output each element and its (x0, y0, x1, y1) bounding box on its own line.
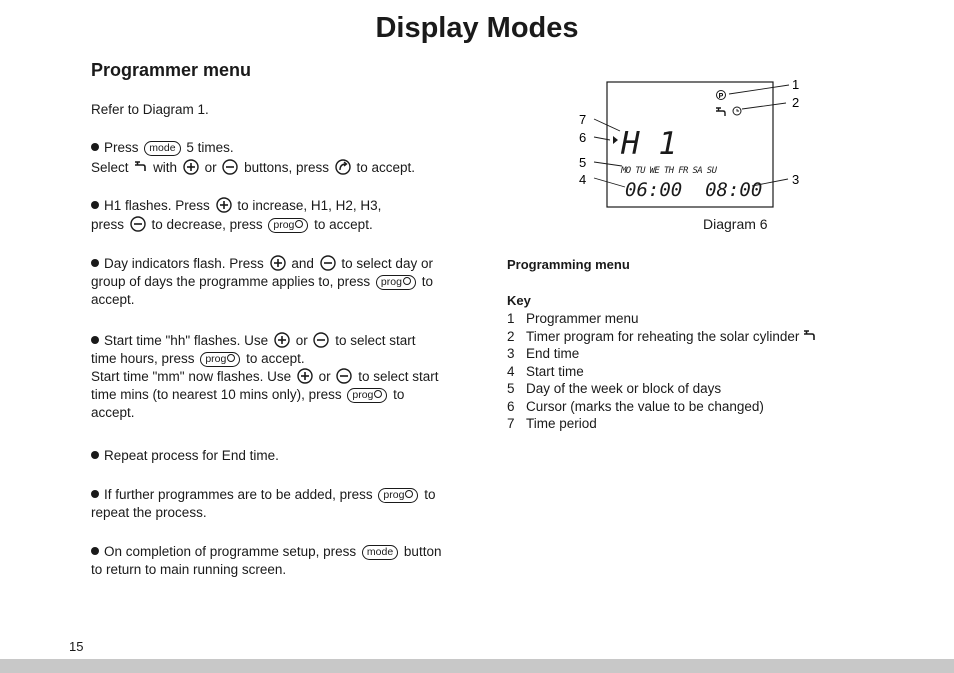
key-text: Programmer menu (526, 311, 639, 326)
bullet-3: Day indicators flash. Press and to select day or group of days the programme applies to, press prog to accept. (91, 256, 433, 307)
key-text: End time (526, 346, 580, 361)
callout-3: 3 (792, 172, 800, 187)
minus-icon (130, 216, 146, 232)
key-text: Time period (526, 416, 597, 431)
bullet-4: Start time "hh" flashes. Use or to select start time hours, press prog to accept. Start time "mm" now flashes. Use or to select start time mins (to nearest 10 mins only), press prog to accept. (91, 333, 439, 420)
key-number: 3 (507, 346, 515, 361)
key-item (507, 380, 818, 398)
key-item (507, 363, 818, 381)
mode-button-icon: mode (362, 545, 398, 560)
bullet-dot (91, 259, 99, 267)
prog-button-icon: prog (347, 388, 387, 403)
key-number: 7 (507, 416, 515, 431)
plus-icon (297, 368, 313, 384)
bullet-dot (91, 143, 99, 151)
key-text: Day of the week or block of days (526, 381, 722, 396)
minus-icon (320, 255, 336, 271)
callout-4: 4 (579, 172, 587, 187)
lcd-times: 06:00 08:00 (625, 179, 763, 201)
key-item (507, 310, 818, 328)
mode-button-icon: mode (144, 141, 180, 156)
plus-icon (216, 197, 232, 213)
lcd-day-indicators: MO TU WE TH FR SA SU (621, 166, 717, 176)
key-number: 1 (507, 311, 515, 326)
minus-icon (336, 368, 352, 384)
plus-icon (183, 159, 199, 175)
bullet-2: H1 flashes. Press to increase, H1, H2, H3, press to decrease, press prog to accept. (91, 198, 382, 232)
minus-icon (222, 159, 238, 175)
key-text: Cursor (marks the value to be changed) (526, 398, 764, 414)
key-number: 5 (507, 381, 515, 396)
bullet-5: Repeat process for End time. (91, 447, 279, 465)
accept-icon (335, 159, 351, 175)
key-item (507, 398, 818, 416)
plus-icon (274, 332, 290, 348)
callout-2: 2 (792, 95, 800, 110)
key-text: Start time (526, 363, 584, 379)
tap-icon (803, 330, 816, 341)
bullet-dot (91, 451, 99, 459)
bullet-dot (91, 336, 99, 344)
prog-button-icon: prog (200, 352, 240, 367)
section-heading: Programmer menu (91, 60, 252, 80)
tap-icon (134, 161, 147, 172)
bullet-1: Press mode 5 times. Select with or buttons, press to accept. (91, 140, 416, 175)
programming-menu-heading: Programming menu (507, 257, 630, 272)
key-number: 4 (507, 363, 515, 379)
key-item (507, 328, 818, 346)
key-item (507, 415, 818, 433)
footer-bar (0, 659, 954, 673)
callout-1: 1 (792, 77, 800, 92)
key-item (507, 345, 818, 363)
prog-button-icon: prog (376, 275, 416, 290)
lcd-diagram (570, 75, 810, 215)
p-symbol: P (718, 93, 724, 100)
diagram-caption: Diagram 6 (703, 216, 768, 232)
page-title: Display Modes (375, 12, 579, 44)
callout-7: 7 (579, 112, 587, 127)
bullet-dot (91, 490, 99, 498)
minus-icon (313, 332, 329, 348)
bullet-6: If further programmes are to be added, press prog to repeat the process. (91, 487, 436, 520)
plus-icon (270, 255, 286, 271)
bullet-7: On completion of programme setup, press mode button to return to main running screen. (91, 544, 442, 577)
prog-button-icon: prog (378, 488, 418, 503)
page-number: 15 (69, 639, 84, 654)
bullet-dot (91, 547, 99, 555)
prog-button-icon: prog (268, 218, 308, 233)
callout-6: 6 (579, 130, 587, 145)
key-list (507, 310, 818, 433)
key-number: 2 (507, 328, 515, 344)
lcd-program-number: H 1 (621, 126, 677, 162)
intro-text: Refer to Diagram 1. (91, 102, 209, 117)
key-heading: Key (507, 293, 531, 308)
key-text: Timer program for reheating the solar cylinder (526, 328, 800, 344)
callout-5: 5 (579, 155, 587, 170)
bullet-dot (91, 201, 99, 209)
key-number: 6 (507, 398, 515, 414)
